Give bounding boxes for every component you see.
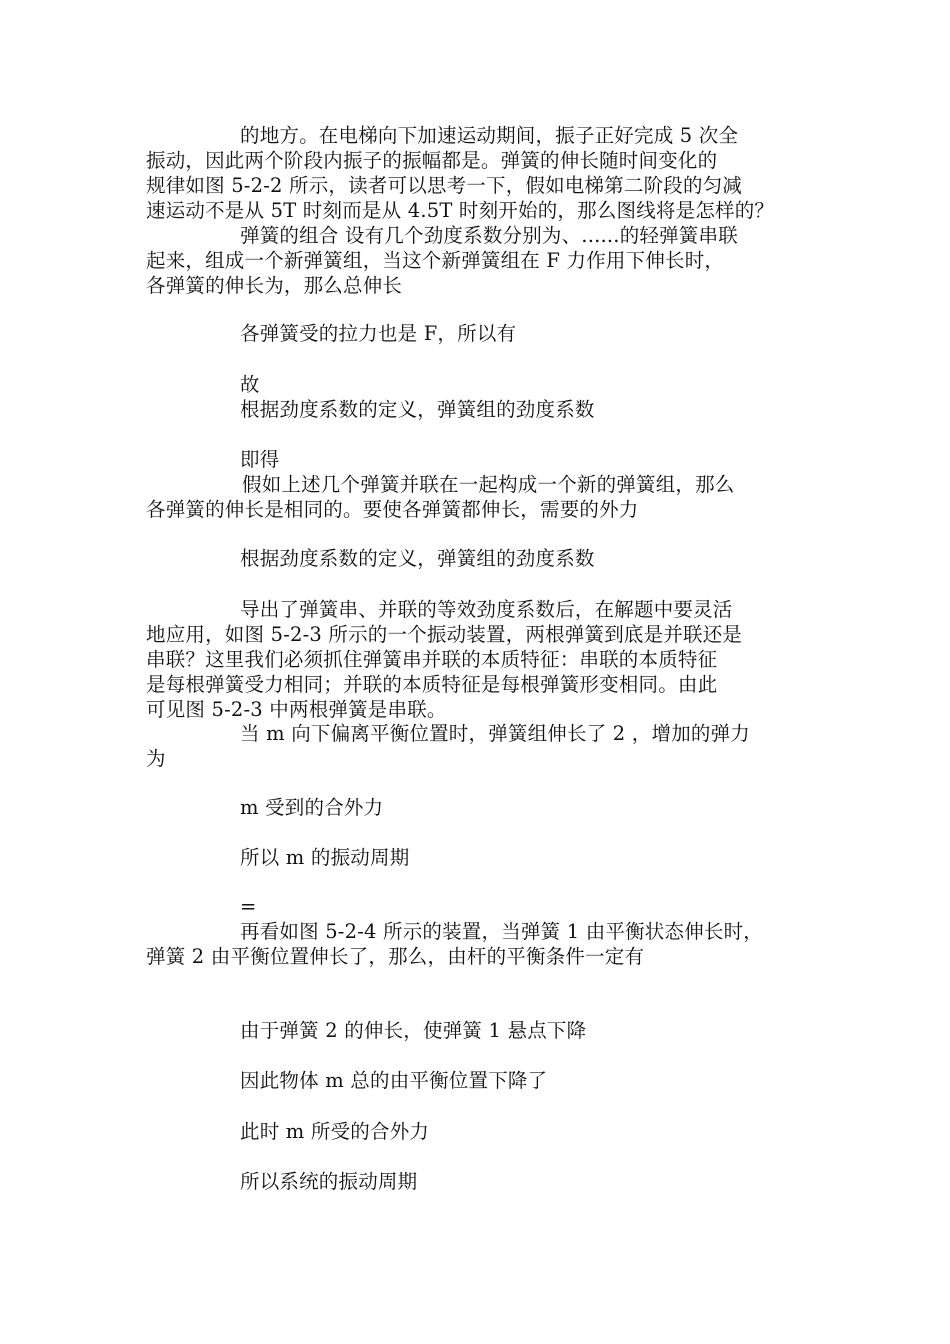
text-line: 根据劲度系数的定义，弹簧组的劲度系数: [240, 398, 595, 421]
text-line: 是每根弹簧受力相同；并联的本质特征是每根弹簧形变相同。由此: [146, 673, 718, 696]
text-line: 各弹簧的伸长是相同的。要使各弹簧都伸长，需要的外力: [146, 498, 639, 521]
text-line: 所以 m 的振动周期: [240, 846, 410, 869]
text-line: m 受到的合外力: [240, 796, 384, 819]
text-line: 串联？这里我们必须抓住弹簧串并联的本质特征：串联的本质特征: [146, 648, 718, 671]
text-line: 的地方。在电梯向下加速运动期间，振子正好完成 5 次全: [240, 124, 739, 147]
text-line: 由于弹簧 2 的伸长，使弹簧 1 悬点下降: [240, 1019, 587, 1042]
text-line: 再看如图 5-2-4 所示的装置，当弹簧 1 由平衡状态伸长时，: [240, 920, 763, 943]
text-line: 此时 m 所受的合外力: [240, 1120, 430, 1143]
text-line: 弹簧 2 由平衡位置伸长了，那么，由杆的平衡条件一定有: [146, 945, 645, 968]
text-line: 当 m 向下偏离平衡位置时，弹簧组伸长了 2 ，增加的弹力: [240, 722, 750, 745]
text-line: 可见图 5-2-3 中两根弹簧是串联。: [146, 698, 447, 721]
text-line: 各弹簧受的拉力也是 F，所以有: [240, 322, 517, 345]
text-line: 速运动不是从 5T 时刻而是从 4.5T 时刻开始的，那么图线将是怎样的？: [146, 199, 775, 222]
text-line: 故: [240, 373, 260, 396]
text-line: 为: [146, 747, 166, 770]
text-line: 因此物体 m 总的由平衡位置下降了: [240, 1069, 548, 1092]
text-line: 起来，组成一个新弹簧组，当这个新弹簧组在 F 力作用下伸长时，: [146, 249, 725, 272]
text-line: 所以系统的振动周期: [240, 1170, 418, 1193]
text-line: 弹簧的组合 设有几个劲度系数分别为、......的轻弹簧串联: [240, 224, 738, 247]
text-line: 地应用，如图 5-2-3 所示的一个振动装置，两根弹簧到底是并联还是: [146, 623, 743, 646]
text-line: =: [240, 895, 257, 918]
text-line: 导出了弹簧串、并联的等效劲度系数后，在解题中要灵活: [240, 598, 733, 621]
text-line: 假如上述几个弹簧并联在一起构成一个新的弹簧组，那么: [242, 473, 735, 496]
text-line: 即得: [240, 448, 280, 471]
text-line: 各弹簧的伸长为，那么总伸长: [146, 274, 403, 297]
text-line: 振动，因此两个阶段内振子的振幅都是。弹簧的伸长随时间变化的: [146, 149, 718, 172]
text-line: 根据劲度系数的定义，弹簧组的劲度系数: [240, 547, 595, 570]
text-line: 规律如图 5-2-2 所示，读者可以思考一下，假如电梯第二阶段的匀减: [146, 174, 743, 197]
